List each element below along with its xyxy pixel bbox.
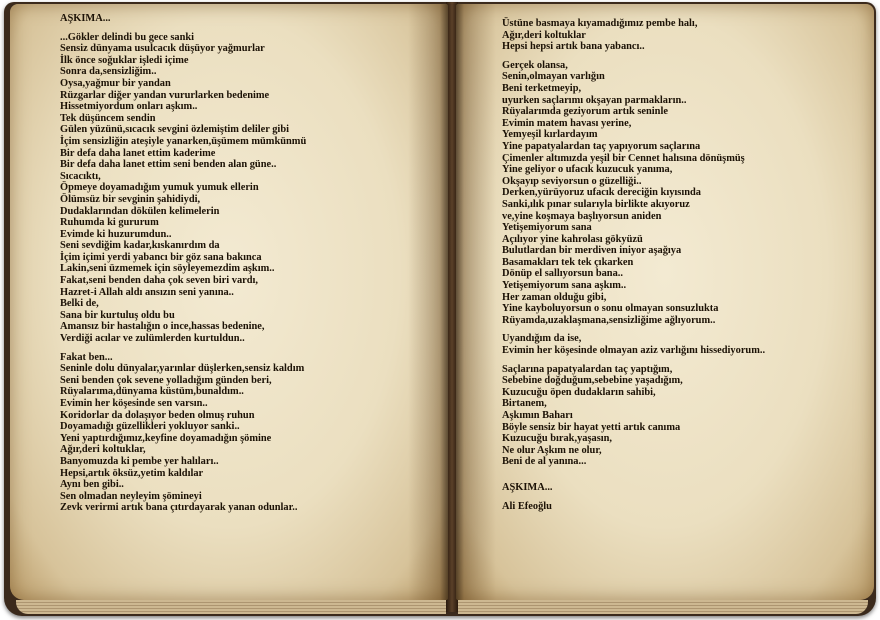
poem-line: Doyamadığı güzellikleri yokluyor sanki.. xyxy=(60,421,240,433)
poem-line: Sanki,ılık pınar sularıyla birlikte akıyoruz xyxy=(502,198,690,210)
poem-line: Kuzucuğu bırak,yaşasın, xyxy=(502,433,612,445)
poem-line: AŞKIMA... xyxy=(502,481,553,493)
poem-line: Fakat,seni benden daha çok seven biri vardı, xyxy=(60,275,259,287)
poem-line: Yine geliyor o ufacık kuzucuk yanıma, xyxy=(502,164,673,176)
poem-line: Rüyamda,uzaklaşmana,sensizliğime ağlıyorum.. xyxy=(502,314,716,326)
poem-line: Basamakları tek tek çıkarken xyxy=(502,256,634,268)
stanza-break xyxy=(60,345,306,352)
poem-line: Gülen yüzünü,sıcacık sevgini özlemiştim deliler gibi xyxy=(60,124,289,136)
poem-line: Okşayıp seviyorsun o güzelliği.. xyxy=(502,175,642,187)
poem-line: Hepsi,artık öksüz,yetim kaldılar xyxy=(60,467,204,479)
poem-line: Hepsi hepsi artık bana yabancı.. xyxy=(502,41,645,53)
poem-line: Hazret-i Allah aldı ansızın seni yanına.. xyxy=(60,286,234,298)
poem-line: Yemyeşil kırlardayım xyxy=(502,129,598,141)
stanza-break xyxy=(502,475,765,482)
poem-line: Beni terketmeyip, xyxy=(502,82,582,94)
poem-line: Bir defa daha lanet ettim kaderime xyxy=(60,147,216,159)
poem-line: İlk önce soğuklar işledi içime xyxy=(60,54,189,66)
left-page-poem xyxy=(60,13,306,514)
poem-line: Aşkımın Baharı xyxy=(502,410,573,421)
poem-line: Böyle sensiz bir hayat yetti artık canıma xyxy=(502,421,681,433)
poem-line: Kuzucuğu öpen dudakların sahibi, xyxy=(502,386,656,398)
stanza-break xyxy=(502,326,765,333)
poem-line: Tek düşüncem sendin xyxy=(60,112,156,124)
poem-line: Açılıyor yine kahrolası gökyüzü xyxy=(502,233,643,245)
poem-line: Seni sevdiğim kadar,kıskanırdım da xyxy=(60,240,220,252)
poem-line: Sonra da,sensizliğim.. xyxy=(60,66,157,78)
poem-line: Ali Efeoğlu xyxy=(502,500,552,512)
poem-line: ve,yine koşmaya başlıyorsun aniden xyxy=(502,210,662,222)
poem-line: Lakin,seni üzmemek için söyleyemezdim aşkım.. xyxy=(60,263,275,275)
poem-line: Ruhumda ki gururum xyxy=(60,217,159,229)
poem-line: Her zaman olduğu gibi, xyxy=(502,291,607,303)
poem-line: Zevk verirmi artık bana çıtırdayarak yanan odunlar.. xyxy=(60,502,298,514)
poem-line: Yetişemiyorum sana xyxy=(502,222,592,234)
poem-line: Bulutlardan bir merdiven iniyor aşağıya xyxy=(502,245,682,257)
poem-line: Sana bir kurtuluş oldu bu xyxy=(60,309,175,321)
stanza-break xyxy=(502,357,765,364)
poem-line: Aynı ben gibi.. xyxy=(60,479,124,491)
poem-line: Senin,olmayan varlığın xyxy=(502,71,605,83)
poem-line: Belki de, xyxy=(60,298,99,310)
poem-line: Dudaklarından dökülen kelimelerin xyxy=(60,205,220,217)
poem-line: Sıcacıktı, xyxy=(60,170,101,182)
poem-line: Bir defa daha lanet ettim seni benden alan güne.. xyxy=(60,159,277,171)
poem-line: Rüyalarımda geziyorum artık seninle xyxy=(502,106,668,118)
poem-line: Sen olmadan neyleyim şömineyi xyxy=(60,490,202,502)
stanza-break xyxy=(502,53,765,60)
poem-line: Amansız bir hastalığın o ince,hassas bedenine, xyxy=(60,321,265,333)
poem-line: Rüzgarlar diğer yandan vururlarken bedenime xyxy=(60,89,270,101)
poem-line: Dönüp el sallıyorsun bana.. xyxy=(502,268,623,280)
poem-line: Yine papatyalardan taç yapıyorum saçlarına xyxy=(502,140,701,152)
poem-line: Ağır,deri koltuklar xyxy=(502,29,586,41)
poem-line: Yeni yaptırdığımız,keyfine doyamadığın şömine xyxy=(60,432,272,444)
poem-line: Uyandığım da ise, xyxy=(502,333,582,345)
poem-line: Saçlarına papatyalardan taç yaptığım, xyxy=(502,363,673,375)
poem-line: Birtanem, xyxy=(502,398,547,410)
poem-line: Hissetmiyordum onları aşkım.. xyxy=(60,101,198,113)
poem-line: Koridorlar da dolaşıyor beden olmuş ruhun xyxy=(60,409,255,421)
poem-line: Üstüne basmaya kıyamadığımız pembe halı, xyxy=(502,18,698,29)
poem-line: Banyomuzda ki pembe yer halıları.. xyxy=(60,455,219,467)
poem-line: ...Gökler delindi bu gece sanki xyxy=(60,31,195,43)
right-page-poem xyxy=(502,18,765,512)
poem-line: Evimde ki huzurumdun.. xyxy=(60,228,172,240)
poem-line: Gerçek olansa, xyxy=(502,59,568,71)
poem-line: Çimenler altımızda yeşil bir Cennet halısına dönüşmüş xyxy=(502,152,745,164)
poem-line: Fakat ben... xyxy=(60,351,113,363)
poem-line: Sensiz dünyama usulcacık düşüyor yağmurlar xyxy=(60,43,265,55)
poem-line: Oysa,yağmur bir yandan xyxy=(60,77,171,89)
poem-line: Yine kayboluyorsun o sonu olmayan sonsuzlukta xyxy=(502,303,719,315)
stanza-break xyxy=(502,494,765,501)
poem-line: Beni de al yanına... xyxy=(502,456,587,468)
poem-line: Derken,yürüyoruz ufacık dereciğin kıyısında xyxy=(502,187,701,199)
poem-line: Evimin her köşesinde olmayan aziz varlığını hissediyorum.. xyxy=(502,345,766,357)
poem-line: Ölümsüz bir sevginin şahidiydi, xyxy=(60,193,201,205)
poem-line: Seni benden çok sevene yolladığım günden beri, xyxy=(60,374,272,386)
poem-line: Yetişemiyorum sana aşkım.. xyxy=(502,280,627,292)
stanza-break xyxy=(502,468,765,475)
poem-line: İçim sensizliğin ateşiyle yanarken,üşümem mümkünmü xyxy=(60,135,307,147)
poem-line: Ağır,deri koltuklar, xyxy=(60,444,146,456)
poem-line: Seninle dolu dünyalar,yarınlar düşlerken,sensiz kaldım xyxy=(60,363,305,375)
poem-line: uyurken saçlarımı okşayan parmakların.. xyxy=(502,94,687,106)
poem-line: Verdiği acılar ve zulümlerden kurtuldun.. xyxy=(60,333,245,345)
poem-line: Ne olur Aşkım ne olur, xyxy=(502,444,602,456)
poem-line: İçim içimi yerdi yabancı bir göz sana bakınca xyxy=(60,251,262,263)
right-page-edges xyxy=(458,600,868,614)
stanza-break xyxy=(60,25,306,32)
poem-line: Evimin her köşesinde sen varsın.. xyxy=(60,398,208,409)
left-page-edges xyxy=(16,600,446,614)
poem-line: Rüyalarıma,dünyama küstüm,bunaldım.. xyxy=(60,386,244,398)
poem-line: AŞKIMA... xyxy=(60,13,111,24)
poem-line: Öpmeye doyamadığım yumuk yumuk ellerin xyxy=(60,182,259,194)
poem-line: Sebebine doğduğum,sebebine yaşadığım, xyxy=(502,375,683,387)
poem-line: Evimin matem havası yerine, xyxy=(502,117,632,129)
